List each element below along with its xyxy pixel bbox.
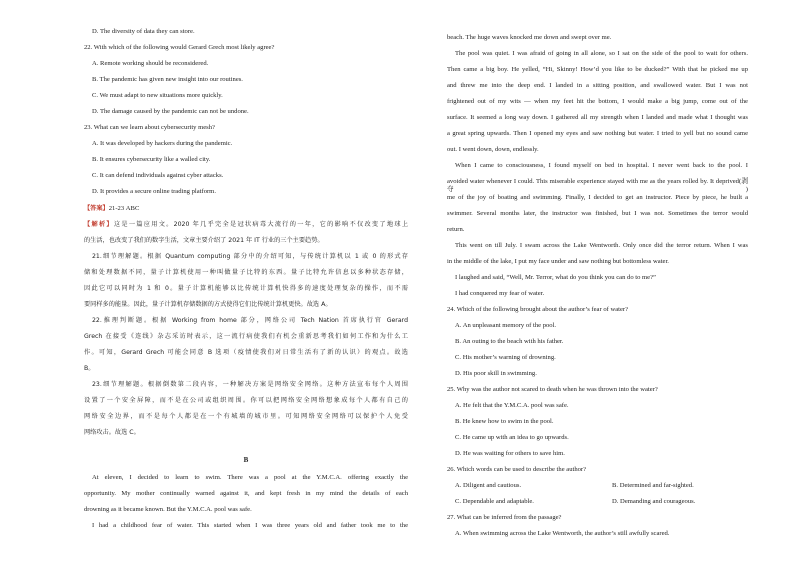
p21-line-2: 储和处理数据不同，量子计算机使用一种叫做量子比特的东西。量子比特允许信息以多种状态存储， xyxy=(84,269,408,276)
analysis-line-1 xyxy=(84,221,408,229)
q26-option-a: A. Diligent and cautious. xyxy=(455,482,522,489)
q23-option-d: D. It provides a secure online trading platform. xyxy=(92,188,216,195)
q23-stem: 23. What can we learn about cybersecurity mesh? xyxy=(84,124,215,131)
q22-stem: 22. With which of the following would Gerard Grech most likely agree? xyxy=(84,44,275,51)
answer-line xyxy=(84,205,139,213)
story-right-line-2: The pool was quiet. I was afraid of going in all alone, so I sat on the side of the pool to wait for others. xyxy=(455,50,748,57)
analysis-tag: 【解析】 xyxy=(84,221,114,228)
story-right-line-9: When I came to consciousness, I found myself on bed in hospital. I never went back to the pool. I xyxy=(455,162,748,169)
q27-option-a: A. When swimming across the Lake Wentworth, the author’s still awfully scared. xyxy=(455,530,670,537)
story-right-line-3: Then came a big boy. He yelled, “Hi, Skinny! How’d you like to be ducked?” With that he picked me up xyxy=(447,66,748,73)
q22-option-c: C. We must adapt to new situations more quickly. xyxy=(92,92,223,99)
p23-line-2: 设置了一个安全屏障，而不是在公司或组织周围。你可以把网络安全网络想象成每个人都有自己的 xyxy=(84,397,408,404)
story-right-line-14: This went on till July. I swam across the Lake Wentworth. Only once did the terror return. When I was xyxy=(455,242,748,249)
q21-option-d: D. The diversity of data they can store. xyxy=(92,28,195,35)
story-left-line-3: drowning as it became known. But the Y.M.C.A. pool was safe. xyxy=(84,506,252,513)
p22-line-4: B。 xyxy=(84,365,95,372)
story-right-line-12: swimmer. Several months later, the instructor was finished, but I was not. Sometimes the terror would xyxy=(447,210,748,217)
story-right-line-15: in the middle of the lake, I put my face under and saw nothing but bottomless water. xyxy=(447,258,669,265)
answer-text: 21-23 ABC xyxy=(108,205,140,212)
story-left-line-1: At eleven, I decided to learn to swim. There was a pool at the Y.M.C.A. offering exactly the xyxy=(92,474,408,481)
story-right-line-6: surface. It seemed a long way down. I gathered all my strength when I landed and made what I thought was xyxy=(447,114,748,121)
story-right-line-8: out. I went down, down, endlessly. xyxy=(447,146,539,153)
q26-option-d: D. Demanding and courageous. xyxy=(612,498,696,505)
story-right-line-13: return. xyxy=(447,226,465,233)
q25-option-d: D. He was waiting for others to save him. xyxy=(455,450,565,457)
q25-option-b: B. He knew how to swim in the pool. xyxy=(455,418,554,425)
story-right-line-4: and threw me into the deep end. I landed in a sitting position, and swallowed water. But I was not xyxy=(447,82,748,89)
story-right-line-17: I had conquered my fear of water. xyxy=(455,290,545,297)
p23-line-1: 23.细节理解题。根据倒数第二段内容，一种解决方案是网络安全网络。这种方法宣布每个人周围 xyxy=(92,381,408,388)
analysis-line-2: 的生活，也改变了我们的数字生活，文章主要介绍了 2021 年 IT 行业的三个主要趋势。 xyxy=(84,237,324,244)
q26-stem: 26. Which words can be used to describe the author? xyxy=(447,466,587,473)
q24-stem: 24. Which of the following brought about the author’s fear of water? xyxy=(447,306,629,313)
p23-line-4: 网络攻击。故选 C。 xyxy=(84,429,140,436)
q23-option-b: B. It ensures cybersecurity like a walled city. xyxy=(92,156,211,163)
story-right-line-11: me of the joy of boating and swimming. Finally, I decided to get an instructor. Piece by piece, he built a xyxy=(447,194,748,201)
p21-line-4: 要同样多的能量。因此，量子计算机存储数据的方式使得它们比传统计算机更快。故选 A。 xyxy=(84,301,332,308)
p21-line-1: 21.细节理解题。根据 Quantum computing 部分中的介绍可知，与传统计算机以 1 或 0 的形式存 xyxy=(92,253,408,260)
answer-tag: 【答案】 xyxy=(84,205,109,212)
q24-option-c: C. His mother’s warning of drowning. xyxy=(455,354,556,361)
analysis-text-1: 这是一篇应用文。2020 年几乎完全是冠状病毒大流行的一年，它的影响不仅改变了地球上 xyxy=(113,221,409,228)
p22-line-3: 作。可知，Gerard Grech 可能会同意 B 选项（疫情使我们对日常生活有了新的认识）的观点。故选 xyxy=(84,349,408,356)
p21-line-3: 因此它可以同时为 1 和 0。量子计算机能够以比传统计算机快得多的速度处理复杂的操作，而不需 xyxy=(84,285,408,292)
q22-option-b: B. The pandemic has given new insight into our routines. xyxy=(92,76,243,83)
q24-option-a: A. An unpleasant memory of the pool. xyxy=(455,322,557,329)
q25-option-c: C. He came up with an idea to go upwards. xyxy=(455,434,569,441)
story-right-line-10: avoided water whenever I could. This miserable experience stayed with me as the years rolled by. It deprived(剥夺) xyxy=(447,178,748,193)
q24-option-d: D. His poor skill in swimming. xyxy=(455,370,537,377)
section-heading-b: B xyxy=(243,456,249,464)
story-right-line-1: beach. The huge waves knocked me down and swept over me. xyxy=(447,34,612,41)
story-left-line-2: opportunity. My mother continually warned against it, and kept fresh in my mind the details of each xyxy=(84,490,408,497)
story-right-line-5: frightened out of my wits — when my feet hit the bottom, I would make a big jump, come out of the xyxy=(447,98,748,105)
q27-stem: 27. What can be inferred from the passage? xyxy=(447,514,562,521)
q25-option-a: A. He felt that the Y.M.C.A. pool was safe. xyxy=(455,402,569,409)
q22-option-a: A. Remote working should be reconsidered. xyxy=(92,60,209,67)
p22-line-2: Grech 在接受《连线》杂志采访时表示，这一流行病使我们有机会重新思考我们如何工作和为什么工 xyxy=(84,333,408,340)
p23-line-3: 网络安全边界，而不是每个人都是在一个有城墙的城市里。可知网络安全网络可以保护个人免受 xyxy=(84,413,408,420)
story-right-line-16: I laughed and said, “Well, Mr. Terror, what do you think you can do to me?” xyxy=(455,274,656,281)
q22-option-d: D. The damage caused by the pandemic can not be undone. xyxy=(92,108,249,115)
q26-option-c: C. Dependable and adaptable. xyxy=(455,498,534,505)
story-right-line-7: a great spring upwards. Then I opened my eyes and saw nothing but water. I tried to yell but no sound came xyxy=(447,130,748,137)
q24-option-b: B. An outing to the beach with his father. xyxy=(455,338,564,345)
q25-stem: 25. Why was the author not scared to death when he was thrown into the water? xyxy=(447,386,658,393)
p22-line-1: 22.推理判断题。根据 Working from home 部分，网络公司 Tech Nation 首席执行官 Gerard xyxy=(92,317,408,324)
q26-option-b: B. Determined and far-sighted. xyxy=(612,482,694,489)
story-left-line-4: I had a childhood fear of water. This started when I was three years old and father took me to the xyxy=(92,522,408,529)
q23-option-c: C. It can defend individuals against cyber attacks. xyxy=(92,172,224,179)
q23-option-a: A. It was developed by hackers during the pandemic. xyxy=(92,140,233,147)
